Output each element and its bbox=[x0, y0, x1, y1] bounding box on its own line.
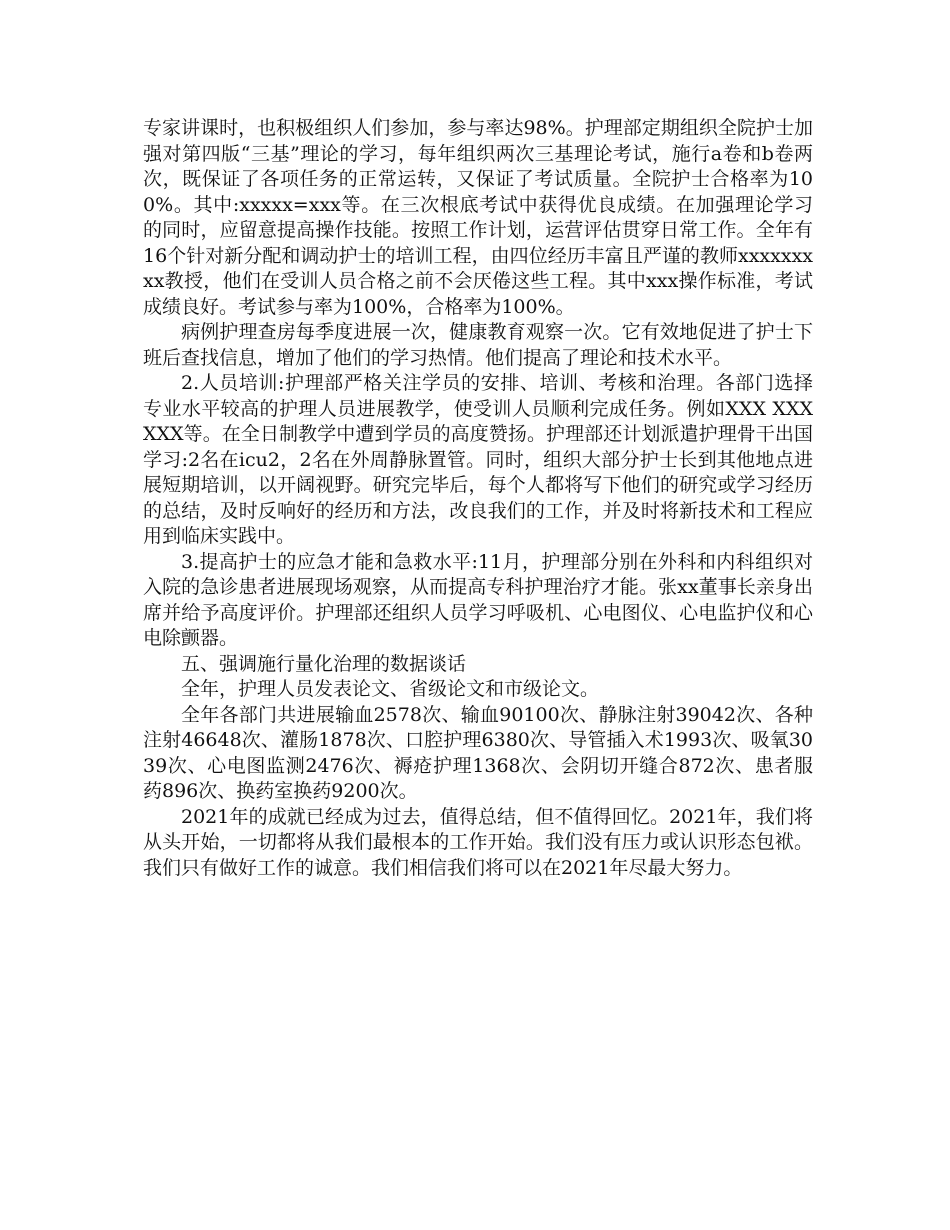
document-body bbox=[143, 116, 813, 881]
paragraph-4: 3.提高护士的应急才能和急救水平:11月，护理部分别在外科和内科组织对入院的急诊患者进展现场观察，从而提高专科护理治疗才能。张xx董事长亲身出席并给予高度评价。护理部还组织人员学习呼吸机、心电图仪、心电监护仪和心电除颤器。 bbox=[143, 550, 813, 649]
paragraph-7: 全年各部门共进展输血2578次、输血90100次、静脉注射39042次、各种注射46648次、灌肠1878次、口腔护理6380次、导管插入术1993次、吸氧3039次、心电图监测2476次、褥疮护理1368次、会阴切开缝合872次、患者服药896次、换药室换药9200次。 bbox=[143, 703, 813, 802]
paragraph-8: 2021年的成就已经成为过去，值得总结，但不值得回忆。2021年，我们将从头开始，一切都将从我们最根本的工作开始。我们没有压力或认识形态包袱。我们只有做好工作的诚意。我们相信我们将可以在2021年尽最大努力。 bbox=[143, 805, 813, 879]
paragraph-6: 全年，护理人员发表论文、省级论文和市级论文。 bbox=[181, 678, 600, 700]
paragraph-1: 专家讲课时，也积极组织人们参加，参与率达98%。护理部定期组织全院护士加强对第四版“三基”理论的学习，每年组织两次三基理论考试，施行a卷和b卷两次，既保证了各项任务的正常运转，又保证了考试质量。全院护士合格率为100%。其中:xxxxx=xxx等。在三次根底考试中获得优良成绩。在加强理论学习的同时，应留意提高操作技能。按照工作计划，运营评估贯穿日常工作。全年有16个针对新分配和调动护士的培训工程，由四位经历丰富且严谨的教师xxxxxxxxx教授，他们在受训人员合格之前不会厌倦这些工程。其中xxx操作标准，考试成绩良好。考试参与率为100%，合格率为100%。 bbox=[143, 117, 813, 318]
section-heading: 五、强调施行量化治理的数据谈话 bbox=[181, 652, 467, 675]
paragraph-3: 2.人员培训:护理部严格关注学员的安排、培训、考核和治理。各部门选择专业水平较高的护理人员进展教学，使受训人员顺利完成任务。例如XXX XXX XXX等。在全日制教学中遭到学员的高度赞扬。护理部还计划派遣护理骨干出国学习:2名在icu2，2名在外周静脉置管。同时，组织大部分护士长到其他地点进展短期培训，以开阔视野。研究完毕后，每个人都将写下他们的研究或学习经历的总结，及时反响好的经历和方法，改良我们的工作，并及时将新技术和工程应用到临床实践中。 bbox=[143, 372, 813, 547]
paragraph-2: 病例护理查房每季度进展一次，健康教育观察一次。它有效地促进了护士下班后查找信息，增加了他们的学习热情。他们提高了理论和技术水平。 bbox=[143, 321, 813, 369]
